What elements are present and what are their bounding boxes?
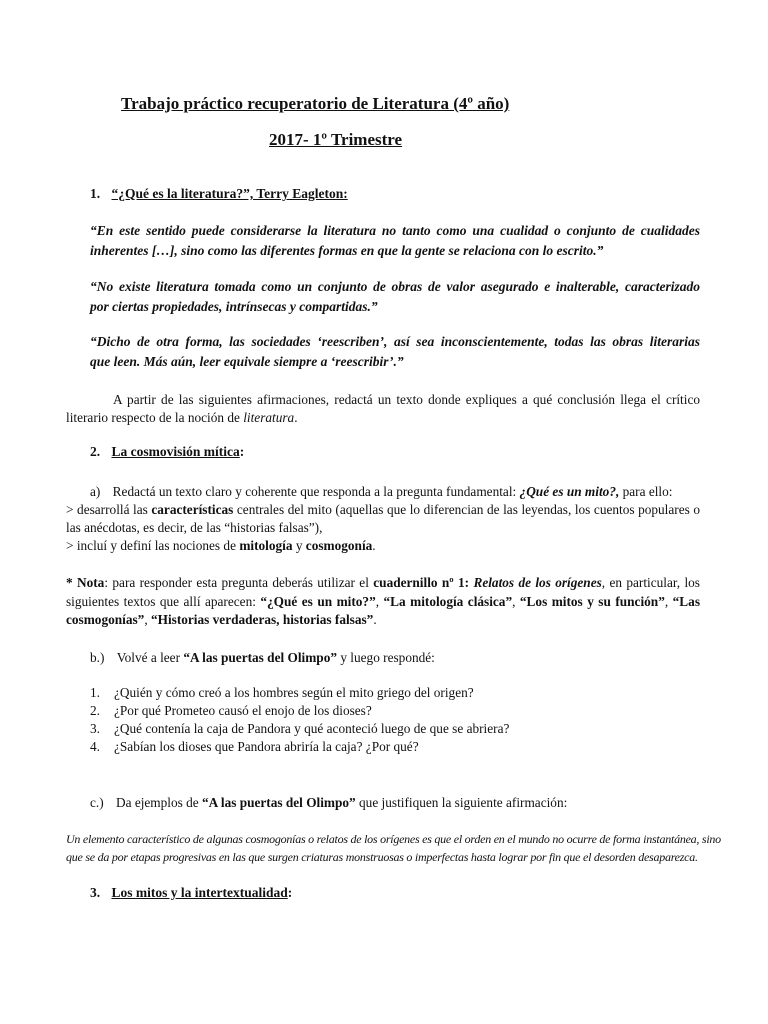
text-run-bold: características — [151, 502, 234, 517]
item-a-line-2 — [66, 500, 700, 519]
quote-1-line-1: “En este sentido puede considerarse la literatura no tanto como una cualidad o conjunto de cualidades — [90, 223, 700, 238]
section-title: La cosmovisión mítica — [111, 444, 240, 459]
text-run: y — [292, 538, 306, 553]
document-title: Trabajo práctico recuperatorio de Literatura (4º año) — [121, 94, 510, 113]
text-run: , — [375, 594, 384, 609]
instruction-paragraph-line-2 — [66, 408, 298, 427]
item-label: a) — [90, 484, 101, 499]
section-title: “¿Qué es la literatura?”, Terry Eagleton: — [111, 186, 348, 201]
document-subtitle: 2017- 1º Trimestre — [269, 130, 403, 149]
text-run: siguientes textos que allí aparecen: — [66, 594, 261, 609]
text-run: : para responder esta pregunta deberás utilizar el — [104, 575, 374, 590]
text-run-bold: “La mitología clásica” — [383, 594, 513, 609]
list-text: ¿Por qué Prometeo causó el enojo de los dioses? — [114, 703, 372, 718]
item-b — [90, 648, 435, 667]
instruction-paragraph-line-1: A partir de las siguientes afirmaciones, redactá un texto donde expliques a qué conclusión llega el crítico — [113, 392, 700, 407]
text-run: literario respecto de la noción de — [66, 410, 244, 425]
quote-2-line-2: por ciertas propiedades, intrínsecas y compartidas.” — [90, 299, 378, 314]
list-text: ¿Quién y cómo creó a los hombres según el mito griego del origen? — [114, 685, 474, 700]
note-line-2 — [66, 592, 700, 611]
text-run: . — [373, 612, 377, 627]
section-3-heading — [90, 885, 292, 901]
text-run-bold: “Las — [672, 594, 700, 609]
quote-3-line-2: que leen. Más aún, leer equivale siempre a ‘reescribir’.” — [90, 354, 404, 369]
text-run: : — [287, 885, 293, 900]
list-item — [90, 701, 372, 720]
text-run: que justifiquen la siguiente afirmación: — [355, 795, 568, 810]
item-label: b.) — [90, 650, 105, 665]
item-a-line-1 — [90, 482, 672, 501]
text-run: , — [512, 594, 520, 609]
text-run-bold: cuadernillo nº 1: — [373, 575, 474, 590]
text-run-bold: “Los mitos y su función” — [519, 594, 665, 609]
italic-statement-line-1: Un elemento característico de algunas cosmogonías o relatos de los orígenes es que el orden en el mundo no ocurre de forma instantánea, sino — [66, 832, 721, 846]
text-run-bold-italic: Relatos de los orígenes — [473, 575, 602, 590]
section-number: 2. — [90, 444, 101, 459]
text-run-bold: mitología — [239, 538, 293, 553]
italic-statement-line-2: que se da por etapas progresivas en las que surgen criaturas monstruosas o imperfectas hasta lograr por fin que el desorden desaparezca. — [66, 850, 698, 864]
text-run: centrales del mito (aquellas que lo diferencian de las leyendas, los cuentos populares o — [233, 502, 700, 517]
text-run: , — [664, 594, 673, 609]
text-run-bold: “Historias verdaderas, historias falsas” — [150, 612, 374, 627]
item-label: c.) — [90, 795, 104, 810]
quote-3-line-1: “Dicho de otra forma, las sociedades ‘reescriben’, así sea inconscientemente, todas las obras literarias — [90, 334, 700, 349]
text-run: y luego respondé: — [337, 650, 435, 665]
section-number: 3. — [90, 885, 101, 900]
list-number: 1. — [90, 685, 100, 700]
text-run: , en particular, los — [601, 575, 700, 590]
section-2-heading — [90, 444, 244, 460]
text-run: : — [239, 444, 245, 459]
text-run-bold: “A las puertas del Olimpo” — [183, 650, 337, 665]
text-run-italic: literatura — [243, 410, 295, 425]
list-text: ¿Qué contenía la caja de Pandora y qué aconteció luego de que se abriera? — [114, 721, 510, 736]
note-line-1 — [66, 573, 700, 592]
text-run: Volvé a leer — [116, 650, 184, 665]
list-number: 4. — [90, 739, 100, 754]
list-item — [90, 719, 510, 738]
note-line-3 — [66, 610, 377, 629]
section-number: 1. — [90, 186, 101, 201]
list-number: 2. — [90, 703, 100, 718]
quote-2-line-1: “No existe literatura tomada como un conjunto de obras de valor asegurado e inalterable, caracterizado — [90, 279, 700, 294]
text-run: . — [372, 538, 376, 553]
text-run-bold: “A las puertas del Olimpo” — [202, 795, 356, 810]
text-run: Redactá un texto claro y coherente que responda a la pregunta fundamental: — [112, 484, 520, 499]
text-run: , — [144, 612, 151, 627]
section-title: Los mitos y la intertextualidad — [111, 885, 288, 900]
item-a-line-3: las anécdotas, es decir, de las “historias falsas”), — [66, 520, 323, 535]
text-run: Da ejemplos de — [115, 795, 203, 810]
list-item — [90, 683, 474, 702]
text-run: > incluí y definí las nociones de — [66, 538, 240, 553]
text-run-bold: cosmogonías” — [66, 612, 145, 627]
text-run-bold: cosmogonía — [305, 538, 373, 553]
text-run: para ello: — [619, 484, 673, 499]
list-number: 3. — [90, 721, 100, 736]
item-a-line-4 — [66, 536, 376, 555]
list-item — [90, 737, 419, 756]
text-run-bold: * Nota — [66, 575, 105, 590]
list-text: ¿Sabían los dioses que Pandora abriría la caja? ¿Por qué? — [114, 739, 419, 754]
text-run: > desarrollá las — [66, 502, 152, 517]
item-c — [90, 793, 567, 812]
text-run-bold-italic: ¿Qué es un mito?, — [519, 484, 620, 499]
section-1-heading — [90, 186, 348, 202]
text-run-bold: “¿Qué es un mito?” — [260, 594, 376, 609]
text-run: . — [294, 410, 298, 425]
quote-1-line-2: inherentes […], sino como las diferentes formas en que la gente se relaciona con lo escrito.” — [90, 243, 604, 258]
